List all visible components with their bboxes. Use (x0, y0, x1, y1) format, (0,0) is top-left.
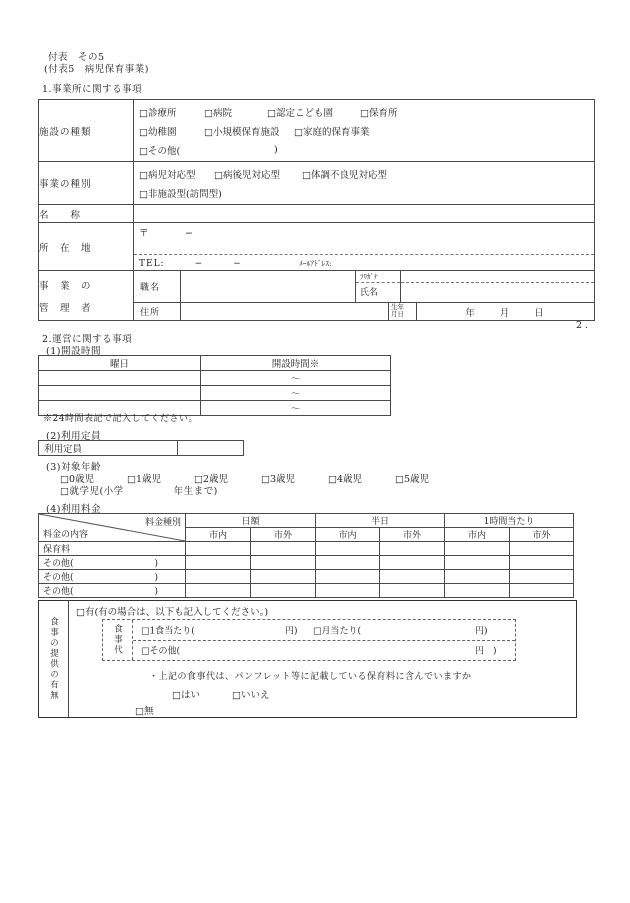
form-title: 付表 その5 (48, 52, 105, 63)
fees-row-other: その他( ) (39, 584, 186, 598)
checkbox-facility-other[interactable]: □その他( (139, 145, 181, 157)
checkbox-clinic[interactable]: □診療所 (139, 107, 177, 119)
capacity-input-cell[interactable] (178, 441, 244, 456)
checkbox-age1[interactable]: □1歳児 (127, 473, 162, 485)
manager-address-label: 住所 (134, 303, 181, 320)
fees-group-half: 半日 (316, 514, 445, 528)
fee-input-cell[interactable] (251, 556, 316, 570)
manager-label-line2: 管 理 者 (39, 302, 92, 314)
checkbox-included-no[interactable]: □いいえ (232, 690, 270, 701)
fee-input-cell[interactable] (510, 556, 574, 570)
fees-diag-top-label: 料金種別 (144, 518, 181, 528)
hours-heading: (1)開設時間 (46, 346, 101, 357)
fees-group-daily: 日額 (186, 514, 316, 528)
fee-input-cell[interactable] (510, 584, 574, 598)
job-title-input-cell[interactable] (181, 271, 356, 302)
fee-input-cell[interactable] (445, 570, 510, 584)
meals-content (69, 601, 576, 717)
manager-address-input-cell[interactable] (181, 303, 389, 320)
facility-type-label: 施設の種類 (39, 100, 134, 162)
fee-input-cell[interactable] (316, 556, 380, 570)
name-label: 名 称 (39, 205, 134, 223)
checkbox-small-scale[interactable]: □小規模保育施設 (204, 126, 280, 138)
facility-type-options (134, 100, 595, 162)
fees-sub-inside: 市内 (316, 528, 380, 542)
capacity-table (38, 440, 244, 456)
meals-vertical-label-cell (39, 601, 69, 717)
fees-diagonal-header (39, 514, 186, 542)
hours-col-time: 開設時間※ (201, 356, 391, 371)
name-input-cell[interactable] (134, 205, 595, 223)
fee-input-cell[interactable] (186, 556, 251, 570)
checkbox-age2[interactable]: □2歳児 (194, 473, 229, 485)
meal-fee-question: ・上記の食事代は、パンフレット等に記載している保育料に含んでいますか (149, 672, 472, 682)
checkbox-non-facility-type[interactable]: □非施設型(訪問型) (139, 188, 222, 200)
checkbox-hoikusho[interactable]: □保育所 (360, 107, 398, 119)
checkbox-meal-no[interactable]: □無 (135, 706, 154, 717)
meal-fee-row1 (133, 620, 515, 641)
fee-input-cell[interactable] (445, 556, 510, 570)
checkbox-school-age[interactable]: □就学児(小学 年生まで) (60, 486, 218, 497)
ages-heading: (3)対象年齢 (46, 462, 101, 473)
hours-day-input-cell[interactable] (39, 371, 201, 386)
birth-date-input-cell[interactable]: 年 月 日 (465, 307, 546, 319)
checkbox-age3[interactable]: □3歳児 (261, 473, 296, 485)
checkbox-post-sick-type[interactable]: □病後児対応型 (214, 169, 280, 181)
open-hours-table (38, 355, 391, 416)
section1-heading: 1.事業所に関する事項 (42, 84, 143, 95)
fees-sub-inside: 市内 (445, 528, 510, 542)
birth-date-label: 生年 月日 (389, 303, 417, 320)
checkbox-kodomoen[interactable]: □認定こども園 (267, 107, 333, 119)
fee-input-cell[interactable] (380, 542, 445, 556)
capacity-heading: (2)利用定員 (46, 431, 101, 442)
address-label: 所 在 地 (39, 223, 134, 271)
hours-day-input-cell[interactable] (39, 386, 201, 401)
fees-sub-outside: 市外 (380, 528, 445, 542)
furigana-label: ﾌﾘｶﾞﾅ (356, 271, 400, 283)
meals-section (38, 600, 577, 718)
fee-input-cell[interactable] (445, 542, 510, 556)
fee-input-cell[interactable] (380, 570, 445, 584)
checkbox-age4[interactable]: □4歳児 (328, 473, 363, 485)
facility-other-close-paren: ) (274, 144, 278, 155)
capacity-label: 利用定員 (39, 441, 178, 456)
manager-label (39, 271, 134, 321)
job-title-label: 職名 (134, 271, 181, 302)
manager-cell (134, 271, 595, 321)
fees-table (38, 513, 574, 598)
fee-input-cell[interactable] (186, 570, 251, 584)
fees-row-other: その他( ) (39, 570, 186, 584)
checkbox-unwell-type[interactable]: □体調不良児対応型 (302, 169, 387, 181)
fee-input-cell[interactable] (445, 584, 510, 598)
checkbox-hospital[interactable]: □病院 (204, 107, 232, 119)
fee-other-close: 円 ) (475, 646, 497, 657)
checkbox-sick-child-type[interactable]: □病児対応型 (139, 169, 196, 181)
fee-input-cell[interactable] (380, 556, 445, 570)
manager-label-line1: 事 業 の (39, 280, 92, 292)
fee-input-cell[interactable] (186, 584, 251, 598)
fees-row-childcare: 保育料 (39, 542, 186, 556)
fees-heading: (4)利用料金 (46, 504, 101, 515)
manager-name-label: 氏名 (360, 288, 379, 298)
fee-input-cell[interactable] (316, 542, 380, 556)
meals-vertical-label: 食事の提供の有無 (48, 617, 59, 701)
fee-input-cell[interactable] (251, 570, 316, 584)
fee-input-cell[interactable] (510, 542, 574, 556)
fees-sub-outside: 市外 (510, 528, 574, 542)
checkbox-age0[interactable]: □0歳児 (60, 473, 95, 485)
checkbox-included-yes[interactable]: □はい (172, 690, 200, 701)
meal-fee-box (102, 619, 516, 661)
checkbox-per-meal[interactable]: □1食当たり( (141, 626, 195, 637)
tel-field[interactable]: TEL: − − (139, 259, 242, 269)
fee-input-cell[interactable] (380, 584, 445, 598)
hours-time-input-cell[interactable]: 〜 (201, 371, 391, 386)
fees-sub-outside: 市外 (251, 528, 316, 542)
address-input-cell[interactable] (134, 223, 595, 271)
hours-note: ※24時間表記で記入してください。 (43, 414, 198, 424)
fee-input-cell[interactable] (251, 584, 316, 598)
form-subtitle: (付表5 病児保育事業) (44, 64, 149, 75)
checkbox-meal-yes[interactable]: □有(有の場合は、以下も記入してください。) (76, 607, 269, 618)
business-type-label: 事業の種別 (39, 162, 134, 205)
fee-input-cell[interactable] (251, 542, 316, 556)
fee-input-cell[interactable] (316, 584, 380, 598)
fee-input-cell[interactable] (186, 542, 251, 556)
business-type-options (134, 162, 595, 205)
fees-sub-inside: 市内 (186, 528, 251, 542)
hours-col-day: 曜日 (39, 356, 201, 371)
fees-group-hourly: 1時間当たり (445, 514, 574, 528)
postal-code-field[interactable]: 〒 − (134, 223, 594, 255)
meal-fee-row2 (133, 641, 515, 661)
per-meal-close: 円) (285, 626, 298, 637)
fee-input-cell[interactable] (316, 570, 380, 584)
checkbox-kindergarten[interactable]: □幼稚園 (139, 126, 177, 138)
meal-fee-label: 食事代 (112, 624, 123, 656)
checkbox-age5[interactable]: □5歳児 (395, 473, 430, 485)
per-month-close: 円) (475, 626, 488, 637)
hours-time-input-cell[interactable]: 〜 (201, 401, 391, 416)
hours-time-input-cell[interactable]: 〜 (201, 386, 391, 401)
mail-address-field[interactable]: ﾒｰﾙｱﾄﾞﾚｽ: (299, 259, 332, 268)
page-number: 2. (576, 320, 592, 331)
checkbox-home-care[interactable]: □家庭的保育事業 (294, 126, 370, 138)
fees-diag-bottom-label: 料金の内容 (43, 530, 89, 540)
checkbox-per-month[interactable]: □月当たり( (313, 626, 362, 637)
checkbox-fee-other[interactable]: □その他( (141, 646, 181, 657)
office-info-table (38, 99, 595, 321)
fee-input-cell[interactable] (510, 570, 574, 584)
meal-fee-label-cell (103, 620, 133, 660)
section2-heading: 2.運営に関する事項 (42, 334, 133, 345)
manager-name-input-cell[interactable] (401, 283, 594, 302)
furigana-input-cell[interactable] (401, 271, 594, 283)
fees-row-other: その他( ) (39, 556, 186, 570)
